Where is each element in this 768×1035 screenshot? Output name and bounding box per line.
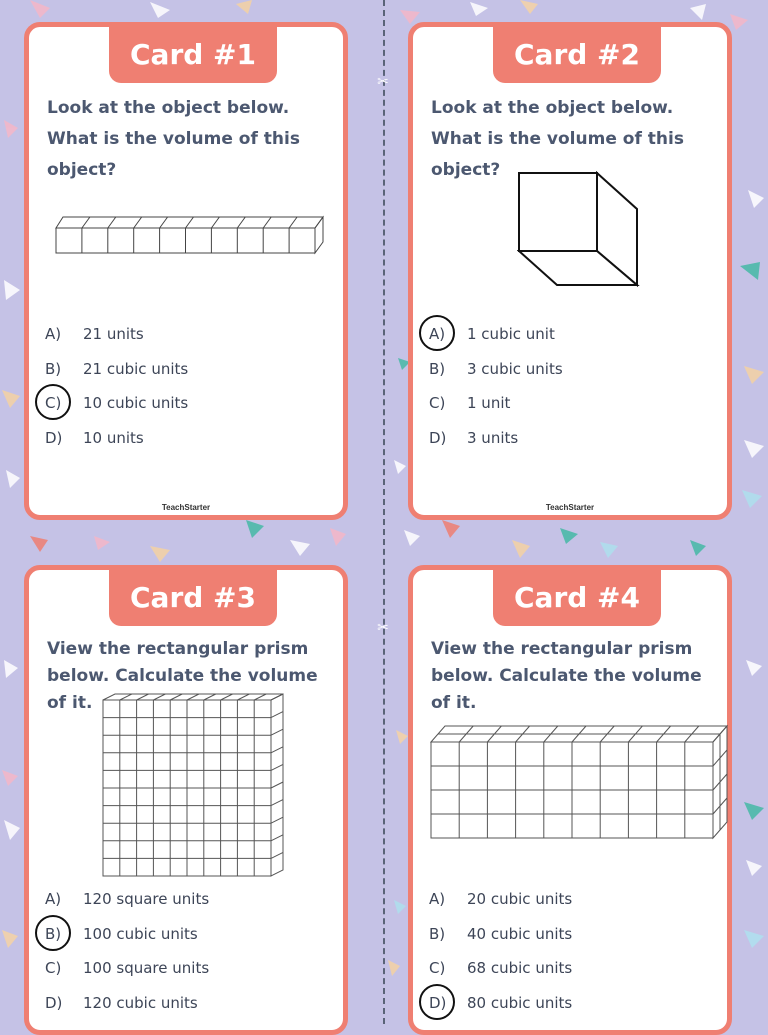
task-card-2: Card #2 Look at the object below. What is the volume of this object? A) 1 cubic unit B) 3 cubic units C) 1 unit D) 3 units TeachStarter — [408, 22, 732, 520]
scissors-icon: ✂ — [377, 74, 389, 90]
card-title: Card #1 — [109, 27, 277, 83]
card-title: Card #3 — [109, 570, 277, 626]
task-card-1: Card #1 Look at the object below. What is the volume of this object? A) 21 units B) 21 cubic units C) 10 cubic units D) 10 units TeachStarter — [24, 22, 348, 520]
card-title: Card #2 — [493, 27, 661, 83]
question-text: View the rectangular prism below. Calculate the volume of it. — [431, 639, 702, 713]
single-cube-figure — [517, 171, 641, 289]
scissors-icon: ✂ — [377, 620, 389, 636]
teachstarter-logo: TeachStarter — [161, 503, 211, 512]
prism-grid-10x4-figure — [427, 722, 731, 848]
card-title: Card #4 — [493, 570, 661, 626]
question-text: View the rectangular prism below. Calculate the volume of it. — [47, 639, 318, 713]
task-card-3: Card #3 View the rectangular prism below. Calculate the volume of it. A) 120 square units B) 100 cubic units C) 100 square units D) 120 cubic units — [24, 565, 348, 1035]
prism-grid-10x10-figure — [101, 692, 287, 882]
row-of-cubes-figure — [55, 211, 325, 255]
question-text: Look at the object below. What is the volume of this object? — [47, 98, 300, 180]
teachstarter-logo: TeachStarter — [545, 503, 595, 512]
cut-line-vertical — [383, 0, 385, 1024]
question-text: Look at the object below. What is the volume of this object? — [431, 98, 684, 180]
task-card-4: Card #4 View the rectangular prism below. Calculate the volume of it. A) 20 cubic units B) 40 cubic units C) 68 cubic units D) 80 cubic units — [408, 565, 732, 1035]
